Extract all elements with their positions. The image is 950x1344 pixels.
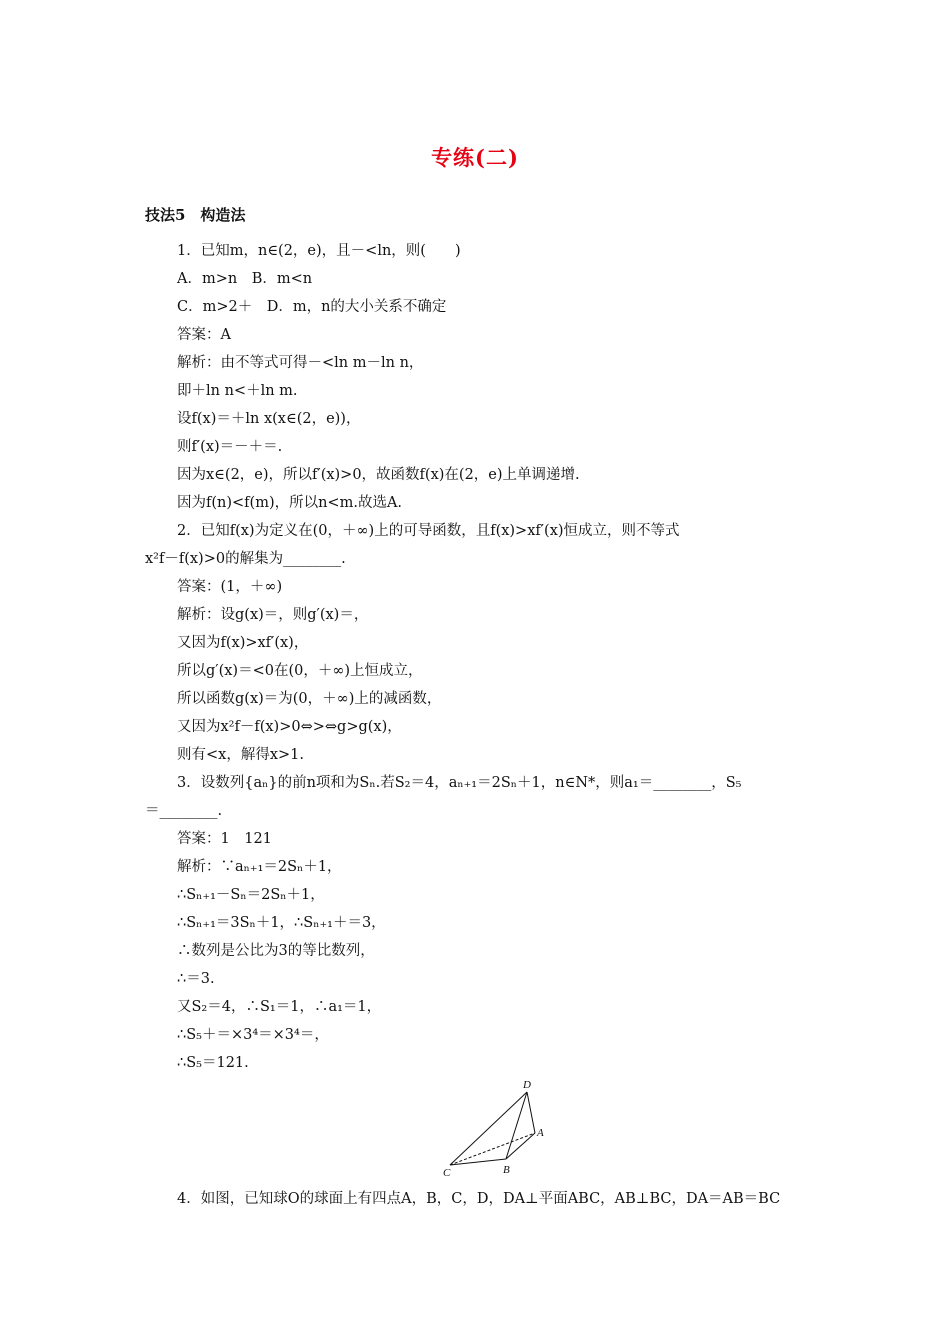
text-line: 解析：设g(x)＝，则g′(x)＝， (177, 607, 369, 623)
text-line: 3．设数列{aₙ}的前n项和为Sₙ.若S₂＝4，aₙ₊₁＝2Sₙ＋1，n∈N*，则a₁＝________，S₅ (177, 775, 742, 791)
text-line: ∴＝3. (177, 971, 215, 987)
text-line: 因为f(n)<f(m)，所以n<m.故选A. (177, 495, 403, 511)
text-line: 所以函数g(x)＝为(0，＋∞)上的减函数， (177, 691, 442, 707)
label-C: C (443, 1167, 451, 1179)
text-line: 1．已知m，n∈(2，e)，且－<ln，则( ) (177, 243, 461, 259)
text-line: 则有<x，解得x>1. (177, 747, 304, 763)
text-line: ∴Sₙ₊₁＝3Sₙ＋1，∴Sₙ₊₁＋＝3， (177, 915, 386, 931)
text-line: ＝________. (145, 803, 223, 819)
text-line: 解析：由不等式可得－<ln m－ln n， (177, 355, 424, 371)
text-line: ∴Sₙ₊₁－Sₙ＝2Sₙ＋1， (177, 887, 325, 903)
text-line: ∴数列是公比为3的等比数列， (177, 943, 375, 959)
text-line: C．m>2＋ D．m，n的大小关系不确定 (177, 299, 447, 315)
text-line: x²f－f(x)>0的解集为________. (145, 551, 346, 567)
text-line: 答案：1 121 (177, 831, 272, 847)
text-line: A．m>n B．m<n (177, 271, 313, 287)
tetrahedron-figure (440, 1075, 550, 1180)
text-line: 4．如图，已知球O的球面上有四点A，B，C，D，DA⊥平面ABC，AB⊥BC，DA＝AB＝BC (177, 1191, 781, 1207)
text-line: 又因为x²f－f(x)>0⇔>⇔g>g(x)， (177, 719, 402, 735)
text-line: 解析：∵aₙ₊₁＝2Sₙ＋1， (177, 859, 342, 875)
text-line: 又因为f(x)>xf′(x)， (177, 635, 309, 651)
text-line: 设f(x)＝＋ln x(x∈(2，e))， (177, 411, 361, 427)
text-line: 答案：(1，＋∞) (177, 579, 283, 595)
text-line: 因为x∈(2，e)，所以f′(x)>0，故函数f(x)在(2，e)上单调递增. (177, 467, 580, 483)
text-line: 即＋ln n<＋ln m. (177, 383, 298, 399)
text-line: 所以g′(x)＝<0在(0，＋∞)上恒成立， (177, 663, 423, 679)
text-line: ∴S₅＋＝×3⁴＝×3⁴＝， (177, 1027, 329, 1043)
label-B: B (503, 1164, 510, 1176)
edge-CB (450, 1159, 506, 1165)
text-line: 答案：A (177, 327, 231, 343)
page-title: 专练(二) (431, 145, 519, 170)
section-heading: 技法5 构造法 (145, 206, 246, 224)
text-line: 2．已知f(x)为定义在(0，＋∞)上的可导函数，且f(x)>xf′(x)恒成立，则不等式 (177, 523, 680, 539)
text-line: 又S₂＝4，∴S₁＝1，∴a₁＝1， (177, 999, 382, 1015)
label-A: A (537, 1127, 544, 1139)
label-D: D (523, 1079, 531, 1091)
edge-DA (527, 1092, 535, 1133)
text-line: ∴S₅＝121. (177, 1055, 249, 1071)
text-line: 则f′(x)＝－＋＝. (177, 439, 283, 455)
